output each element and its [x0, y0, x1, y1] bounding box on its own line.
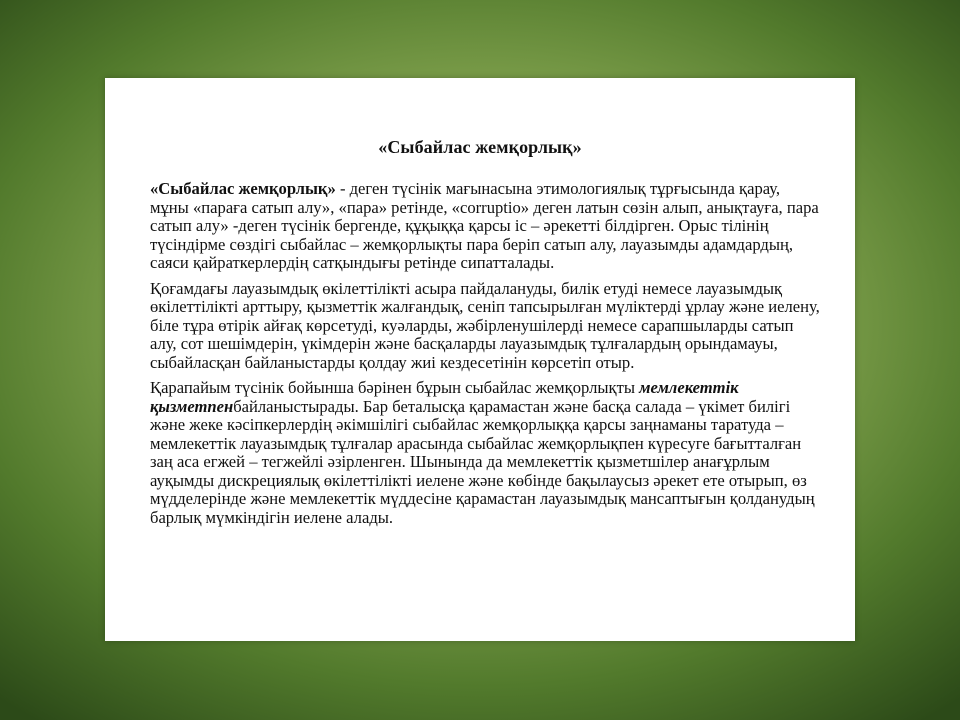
- paragraph-3-text-before: Қарапайым түсінік бойынша бәрінен бұрын сыбайлас жемқорлықты: [150, 378, 640, 397]
- slide-title-container: [105, 137, 855, 158]
- paragraph-3: [150, 379, 822, 527]
- paragraph-1: [150, 180, 822, 273]
- paragraph-2: [150, 280, 822, 373]
- paragraph-3-emphasis: мемлекеттік қызметпен: [150, 378, 739, 416]
- paragraph-1-text: - деген түсінік мағынасына этимологиялық тұрғысында қарау, мұны «параға сатып алу», «пара» ретінде, «corruptio» деген латын сөзін алып, анықтауға, пара сатып алу» -деген түсінік бергенде, құқыққа қарсы іс – әрекетті білдірген. Орыс тілінің түсіндірме сөздігі сыбайлас – жемқорлықты пара беріп сатып алу, лауазымды адамдардың, саяси қайраткерлердің сатқындығы ретінде сипатталады.: [150, 179, 819, 272]
- paragraph-3-text-after: байланыстырады. Бар беталысқа қарамастан және басқа салада – үкімет билігі және жеке кәсіпкерлердің әкімшілігі сыбайлас жемқорлыққа қарсы заңнаманы таратуда – мемлекеттік лауазымдық тұлғалар арасында сыбайлас жемқорлықпен күресуге бағытталған заң аса егжей – тегжейлі әзірленген. Шынында да мемлекеттік қызметшілер анағұрлым ауқымды дискрециялық өкілеттілікті иелене және көбінде бақылаусыз әрекет ете отырып, өз мүдделерінде және мемлекеттік мүддесіне қарамастан лауазымдық мансаптығын қолданудың барлық мүмкіндігін иелене алады.: [150, 396, 815, 527]
- paragraph-2-text: Қоғамдағы лауазымдық өкілеттілікті асыра пайдалануды, билік етуді немесе лауазымдық өкілеттілікті арттыру, қызметтік жалғандық, сеніп тапсырылған мүліктерді ұрлау және иелену, біле тұра өтірік айғақ көрсетуді, куәларды, жәбірленушілерді немесе сарапшыларды сатып алу, сот шешімдерін, үкімдерін және басқаларды лауазымдық тұлғалардың орындамауы, сыбайласқан байланыстарды қолдау жиі кездесетінін көрсетіп отыр.: [150, 278, 820, 372]
- slide-body: [150, 180, 822, 534]
- slide-title: «Сыбайлас жемқорлық»: [378, 137, 582, 157]
- paragraph-1-term: «Сыбайлас жемқорлық»: [150, 179, 336, 198]
